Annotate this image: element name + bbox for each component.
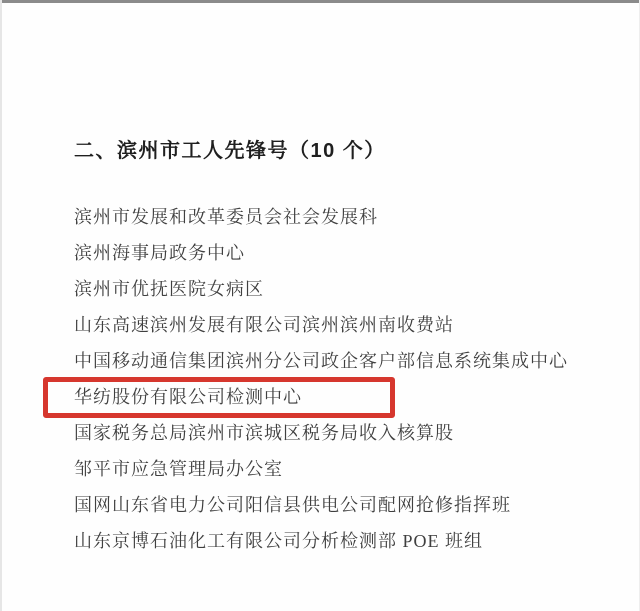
- list-item: [74, 415, 629, 451]
- awards-list: [74, 199, 629, 559]
- list-item: [74, 235, 629, 271]
- list-item-text: 中国移动通信集团滨州分公司政企客户部信息系统集成中心: [74, 351, 568, 371]
- list-item: [74, 199, 629, 235]
- list-item-text: 国网山东省电力公司阳信县供电公司配网抢修指挥班: [74, 495, 511, 515]
- list-item: [74, 307, 629, 343]
- list-item-text: 国家税务总局滨州市滨城区税务局收入核算股: [74, 423, 454, 443]
- section-heading: 二、滨州市工人先锋号（10 个）: [74, 140, 386, 162]
- list-item: [74, 271, 629, 307]
- list-item-text: 滨州市发展和改革委员会社会发展科: [74, 207, 378, 227]
- list-item: [74, 343, 629, 379]
- list-item-text: 华纺股份有限公司检测中心: [74, 387, 302, 407]
- list-item-text: 滨州市优抚医院女病区: [74, 279, 264, 299]
- list-item: [74, 379, 629, 415]
- list-item-text: 山东京博石油化工有限公司分析检测部 POE 班组: [74, 531, 484, 551]
- list-item: [74, 451, 629, 487]
- list-item-text: 滨州海事局政务中心: [74, 243, 245, 263]
- list-item-text: 山东高速滨州发展有限公司滨州滨州南收费站: [74, 315, 454, 335]
- list-item: [74, 487, 629, 523]
- list-item: [74, 523, 629, 559]
- photo-top-edge: [2, 0, 639, 3]
- list-item-text: 邹平市应急管理局办公室: [74, 459, 283, 479]
